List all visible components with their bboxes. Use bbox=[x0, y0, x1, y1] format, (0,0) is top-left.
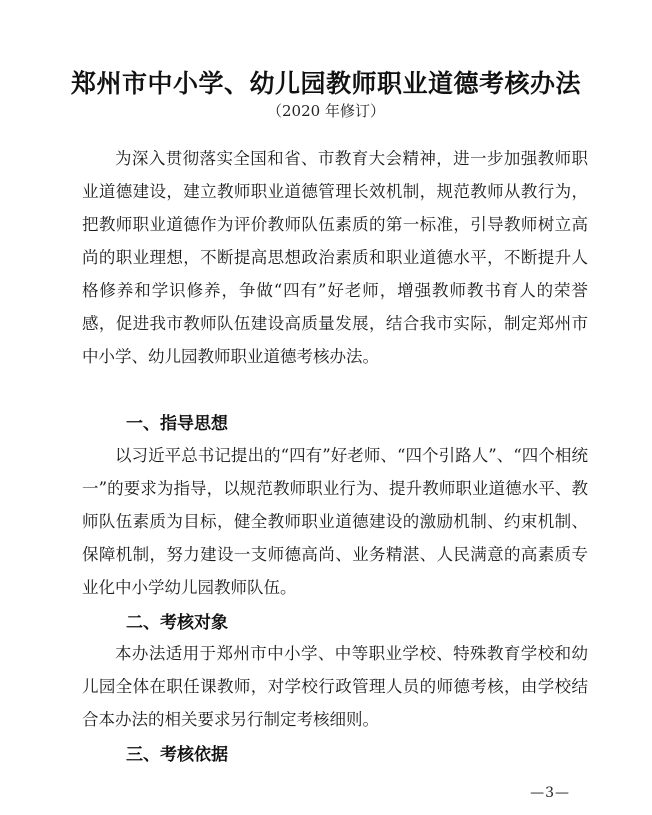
section-heading-guiding-ideology: 一、指导思想 bbox=[126, 414, 228, 434]
section-2-paragraph: 本办法适用于郑州市中小学、中等职业学校、特殊教育学校和幼儿园全体在职任课教师，对学校行政管理人员的师德考核，由学校结合本办法的相关要求另行制定考核细则。 bbox=[82, 644, 588, 729]
section-1-paragraph: 以习近平总书记提出的“四有”好老师、“四个引路人”、“四个相统一”的要求为指导，以规范教师职业行为、提升教师职业道德水平、教师队伍素质为目标，健全教师职业道德建设的激励机制、约束机制、保障机制，努力建设一支师德高尚、业务精湛、人民满意的高素质专业化中小学幼儿园教师队伍。 bbox=[82, 446, 588, 597]
section-heading-assessment-targets: 二、考核对象 bbox=[126, 613, 228, 633]
document-title: 郑州市中小学、幼儿园教师职业道德考核办法 bbox=[70, 69, 581, 98]
page-number: —3— bbox=[530, 785, 570, 801]
section-1-paragraph-block bbox=[82, 439, 588, 604]
section-heading-assessment-basis: 三、考核依据 bbox=[126, 745, 228, 765]
intro-paragraph-block bbox=[82, 142, 588, 373]
document-subtitle: （2020 年修订） bbox=[267, 102, 385, 120]
section-2-paragraph-block bbox=[82, 637, 588, 736]
intro-paragraph: 为深入贯彻落实全国和省、市教育大会精神，进一步加强教师职业道德建设，建立教师职业道德管理长效机制，规范教师从教行为，把教师职业道德作为评价教师队伍素质的第一标准，引导教师树立高尚的职业理想，不断提高思想政治素质和职业道德水平，不断提升人格修养和学识修养，争做“四有”好老师，增强教师教书育人的荣誉感，促进我市教师队伍建设高质量发展，结合我市实际，制定郑州市中小学、幼儿园教师职业道德考核办法。 bbox=[82, 149, 588, 366]
